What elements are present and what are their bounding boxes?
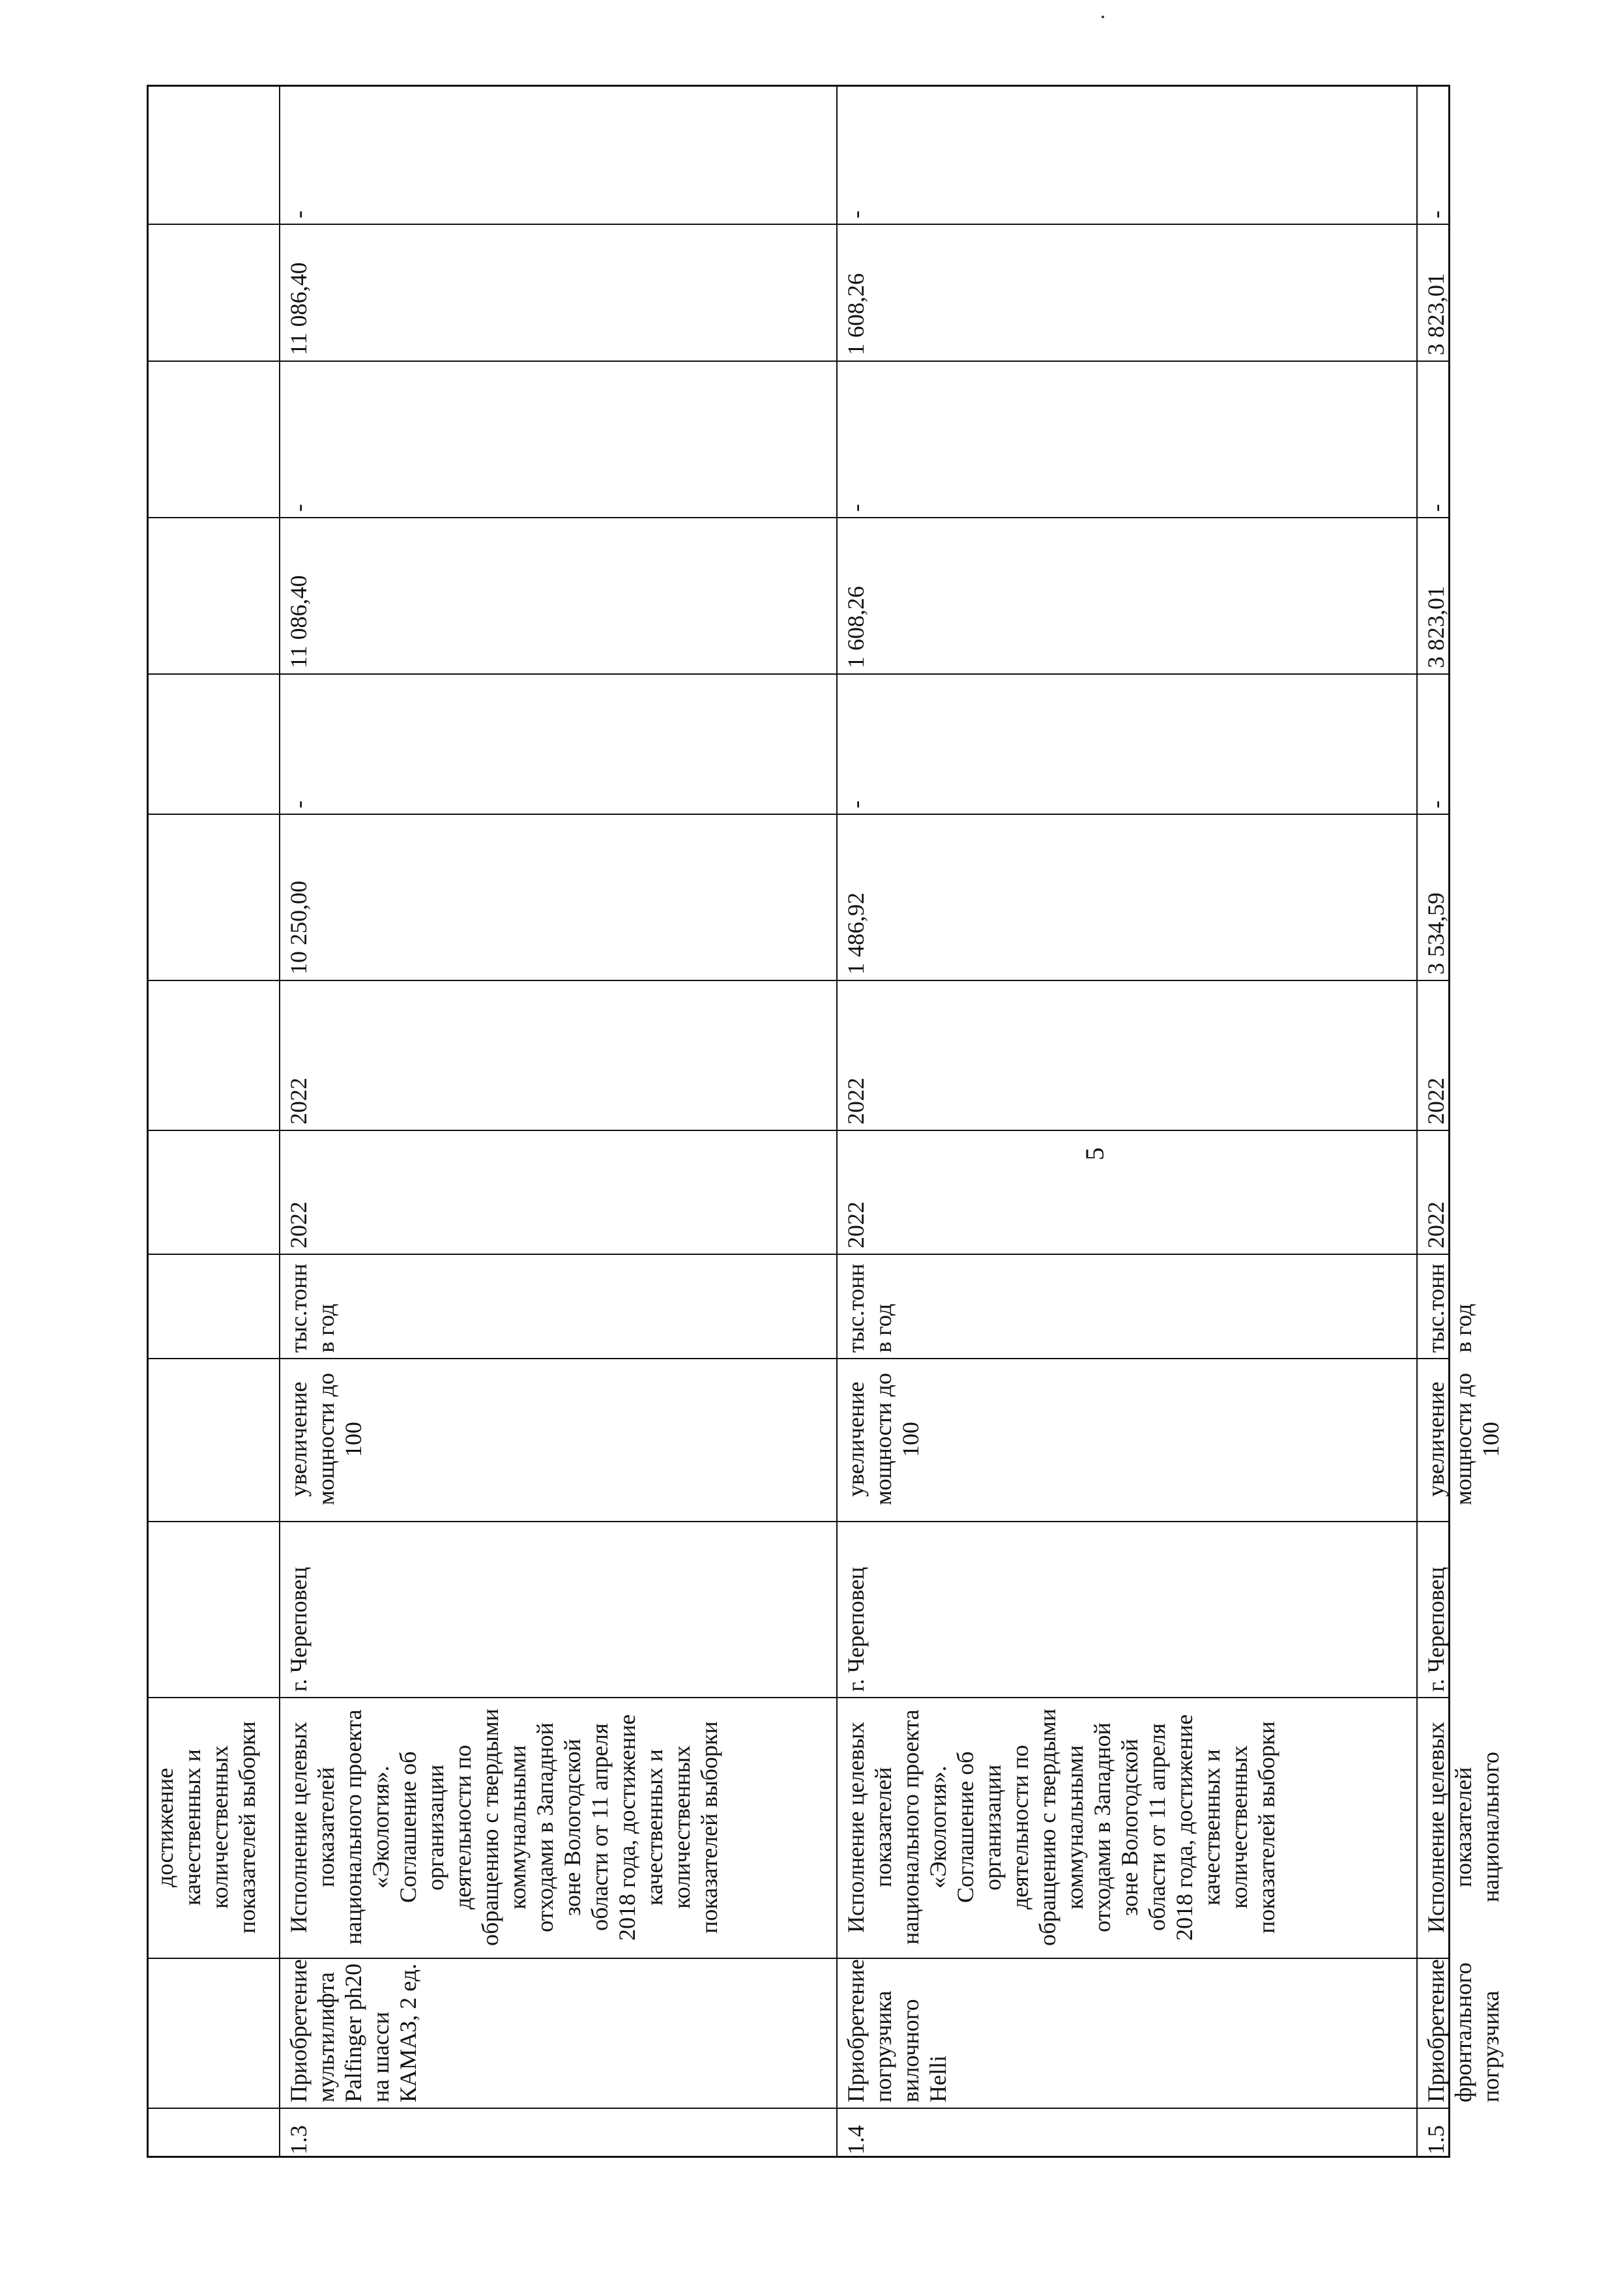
item-col-a: - (1423, 801, 1449, 808)
item-total2: 11 086,40 (285, 262, 312, 355)
item-total: 3 823,01 (1423, 586, 1449, 668)
item-location: г. Череповец (285, 1567, 312, 1692)
col-divider (149, 224, 1448, 225)
item-total: 1 608,26 (843, 586, 869, 668)
row-number: 1.4 (843, 2125, 869, 2155)
col-divider (149, 673, 1448, 675)
item-year-start: 2022 (1423, 1201, 1449, 1248)
header-goal: достижение качественных и количественных показателей выборки (152, 1721, 260, 1934)
col-divider (149, 980, 1448, 981)
item-location: г. Череповец (843, 1567, 869, 1692)
item-year-end: 2022 (843, 1078, 869, 1125)
item-cost: 1 486,92 (843, 892, 869, 975)
col-divider (149, 814, 1448, 815)
col-divider (149, 517, 1448, 518)
item-name: Приобретение погрузчика вилочного Helli (843, 1959, 951, 2102)
row-number: 1.3 (285, 2125, 312, 2155)
item-name: Приобретение фронтального погрузчика (1423, 1959, 1504, 2102)
item-col-b: - (1423, 504, 1449, 512)
col-divider (149, 1130, 1448, 1131)
item-location: г. Череповец (1423, 1567, 1449, 1692)
item-unit: тыс.тонн в год (285, 1263, 339, 1353)
scan-speck (1102, 16, 1104, 18)
item-year-start: 2022 (285, 1201, 312, 1248)
col-divider (149, 361, 1448, 362)
row-divider (1416, 87, 1418, 2156)
item-unit: тыс.тонн в год (1423, 1263, 1476, 1353)
col-divider (149, 2108, 1448, 2109)
row-divider (279, 87, 280, 2156)
item-col-c: - (1423, 211, 1449, 218)
item-col-c: - (843, 211, 869, 218)
item-total2: 1 608,26 (843, 273, 869, 355)
item-goal: Исполнение целевых показателей национального проекта «Экология». Соглашение об организации деятельности по обращению с твердыми коммунальными отходами в Западной зоне Вологодской области от 11 апреля 2018 года, достижение качественных и количественных показателей выборки (843, 1709, 1279, 1946)
item-effect: увеличение мощности до 100 (285, 1373, 366, 1506)
item-goal: Исполнение целевых показателей национального проекта «Экология». Соглашение об организации деятельности по обращению с твердыми коммунальными отходами в Западной зоне Вологодской области от 11 апреля 2018 года, достижение качественных и количественных показателей выборки (285, 1709, 722, 1946)
item-total: 11 086,40 (285, 575, 312, 668)
item-unit: тыс.тонн в год (843, 1263, 896, 1353)
item-year-end: 2022 (1423, 1078, 1449, 1125)
item-col-a: - (285, 801, 312, 808)
item-year-end: 2022 (285, 1078, 312, 1125)
page-number: 5 (1080, 1147, 1109, 1160)
data-table (147, 85, 1504, 2158)
item-cost: 10 250,00 (285, 881, 312, 975)
row-divider (836, 87, 838, 2156)
item-col-a: - (843, 801, 869, 808)
item-effect: увеличение мощности до 100 (843, 1373, 924, 1506)
item-name: Приобретение мультилифта Palfinger ph20 на шасси КАМАЗ, 2 ед. (285, 1959, 421, 2102)
row-number: 1.5 (1423, 2125, 1449, 2155)
item-col-b: - (843, 504, 869, 512)
item-year-start: 2022 (843, 1201, 869, 1248)
item-col-b: - (285, 504, 312, 512)
item-cost: 3 534,59 (1423, 892, 1449, 975)
item-col-c: - (285, 211, 312, 218)
item-goal: Исполнение целевых показателей национального (1423, 1722, 1504, 1933)
item-effect: увеличение мощности до 100 (1423, 1373, 1504, 1506)
item-total2: 3 823,01 (1423, 273, 1449, 355)
col-divider (149, 1521, 1448, 1522)
